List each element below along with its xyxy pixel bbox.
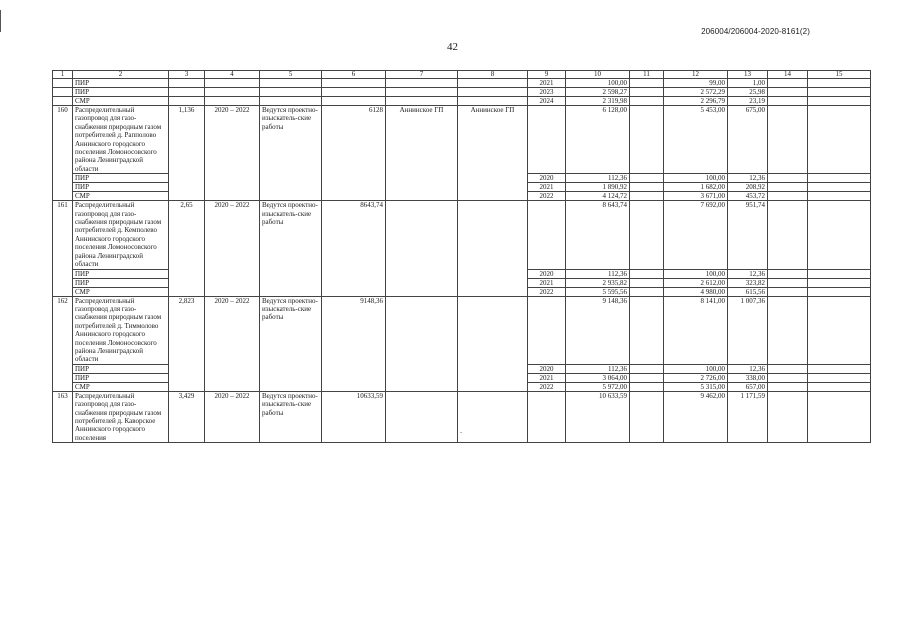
- empty-cell: [630, 79, 664, 88]
- work-type-cell: ПИР: [73, 278, 169, 287]
- empty-cell: [169, 79, 205, 88]
- empty-cell: [768, 373, 808, 382]
- total-cell: 7 692,00: [664, 201, 728, 269]
- cost-cell: 8643,74: [322, 201, 386, 296]
- col8-cell: [458, 201, 528, 296]
- empty-cell: [53, 88, 73, 97]
- empty-cell: [630, 106, 664, 174]
- header-cell: 12: [664, 71, 728, 79]
- value-cell: 2 726,00: [664, 373, 728, 382]
- stray-mark: -: [460, 428, 463, 436]
- empty-cell: [528, 201, 566, 269]
- table-row: [53, 201, 871, 269]
- empty-cell: [768, 106, 808, 174]
- empty-cell: [768, 269, 808, 278]
- empty-cell: [386, 88, 458, 97]
- cost-cell: 6128: [322, 106, 386, 201]
- header-cell: 6: [322, 71, 386, 79]
- empty-cell: [322, 97, 386, 106]
- table-row: [53, 106, 871, 174]
- col7-cell: [386, 391, 458, 442]
- value-cell: 4 980,00: [664, 287, 728, 296]
- value-cell: 12,36: [728, 364, 768, 373]
- empty-cell: [630, 174, 664, 183]
- work-type-cell: ПИР: [73, 269, 169, 278]
- header-cell: 1: [53, 71, 73, 79]
- col8-cell: Аннинское ГП: [458, 106, 528, 201]
- work-type-cell: ПИР: [73, 174, 169, 183]
- value-cell: 4 124,72: [566, 192, 630, 201]
- empty-cell: [458, 79, 528, 88]
- year-cell: 2020: [528, 269, 566, 278]
- empty-cell: [630, 296, 664, 364]
- header-cell: 13: [728, 71, 768, 79]
- total-cell: 9 462,00: [664, 391, 728, 442]
- empty-cell: [768, 88, 808, 97]
- status-cell: Ведутся проектно-изыскатель-ские работы: [260, 201, 322, 296]
- empty-cell: [768, 174, 808, 183]
- header-cell: 2: [73, 71, 169, 79]
- empty-cell: [808, 364, 871, 373]
- description-cell: Распределительный газопровод для газо-снабжения природным газом потребителей д. Тиммолово Аннинского городского поселения Ломоносовского района Ленинградской области: [73, 296, 169, 364]
- empty-cell: [808, 174, 871, 183]
- table-row: [53, 88, 871, 97]
- empty-cell: [322, 79, 386, 88]
- year-cell: 2021: [528, 373, 566, 382]
- status-cell: Ведутся проектно-изыскатель-ские работы: [260, 296, 322, 391]
- empty-cell: [630, 269, 664, 278]
- value-cell: 338,00: [728, 373, 768, 382]
- header-cell: 9: [528, 71, 566, 79]
- year-cell: 2020: [528, 174, 566, 183]
- total-cell: 8 141,00: [664, 296, 728, 364]
- col8-cell: [458, 296, 528, 391]
- empty-cell: [386, 79, 458, 88]
- length-cell: 3,429: [169, 391, 205, 442]
- empty-cell: [768, 364, 808, 373]
- empty-cell: [808, 192, 871, 201]
- value-cell: 5 972,00: [566, 382, 630, 391]
- header-cell: 11: [630, 71, 664, 79]
- year-cell: 2021: [528, 278, 566, 287]
- scan-edge-mark: [0, 10, 1, 32]
- value-cell: 2 598,27: [566, 88, 630, 97]
- empty-cell: [808, 382, 871, 391]
- page-number: 42: [447, 41, 458, 53]
- empty-cell: [808, 88, 871, 97]
- value-cell: 323,82: [728, 278, 768, 287]
- value-cell: 112,36: [566, 174, 630, 183]
- status-cell: Ведутся проектно-изыскатель-ские работы: [260, 391, 322, 442]
- year-cell: 2024: [528, 97, 566, 106]
- year-cell: 2020: [528, 364, 566, 373]
- empty-cell: [630, 97, 664, 106]
- value-cell: 2 296,79: [664, 97, 728, 106]
- header-cell: 3: [169, 71, 205, 79]
- status-cell: Ведутся проектно-изыскатель-ские работы: [260, 106, 322, 201]
- total-cell: 5 453,00: [664, 106, 728, 174]
- total-cell: 1 171,59: [728, 391, 768, 442]
- table-row: [53, 97, 871, 106]
- empty-cell: [808, 183, 871, 192]
- empty-cell: [528, 296, 566, 364]
- empty-cell: [53, 79, 73, 88]
- col8-cell: [458, 391, 528, 442]
- empty-cell: [528, 106, 566, 174]
- empty-cell: [808, 79, 871, 88]
- value-cell: 615,56: [728, 287, 768, 296]
- value-cell: 112,36: [566, 269, 630, 278]
- year-cell: 2022: [528, 287, 566, 296]
- header-row: [53, 71, 871, 79]
- empty-cell: [169, 88, 205, 97]
- work-type-cell: ПИР: [73, 364, 169, 373]
- header-cell: 7: [386, 71, 458, 79]
- work-type-cell: СМР: [73, 287, 169, 296]
- value-cell: 208,92: [728, 183, 768, 192]
- empty-cell: [768, 192, 808, 201]
- empty-cell: [768, 201, 808, 269]
- empty-cell: [768, 382, 808, 391]
- value-cell: 657,00: [728, 382, 768, 391]
- work-type-cell: ПИР: [73, 183, 169, 192]
- cost-cell: 9148,36: [322, 296, 386, 391]
- total-cell: 675,00: [728, 106, 768, 174]
- value-cell: 3 064,00: [566, 373, 630, 382]
- description-cell: Распределительный газопровод для газо-снабжения природным газом потребителей д. Кемполево Аннинского городского поселения Ломоносовского района Ленинградской области: [73, 201, 169, 269]
- value-cell: 1 682,00: [664, 183, 728, 192]
- period-cell: 2020 – 2022: [205, 201, 260, 296]
- work-type-cell: СМР: [73, 97, 169, 106]
- empty-cell: [630, 287, 664, 296]
- row-number-cell: 163: [53, 391, 73, 442]
- empty-cell: [808, 269, 871, 278]
- empty-cell: [768, 287, 808, 296]
- empty-cell: [169, 97, 205, 106]
- value-cell: 2 935,82: [566, 278, 630, 287]
- empty-cell: [630, 192, 664, 201]
- value-cell: 25,98: [728, 88, 768, 97]
- year-cell: 2021: [528, 183, 566, 192]
- year-cell: 2023: [528, 88, 566, 97]
- header-cell: 14: [768, 71, 808, 79]
- empty-cell: [458, 97, 528, 106]
- empty-cell: [768, 79, 808, 88]
- header-cell: 8: [458, 71, 528, 79]
- empty-cell: [630, 373, 664, 382]
- work-type-cell: СМР: [73, 382, 169, 391]
- period-cell: 2020 – 2022: [205, 296, 260, 391]
- year-cell: 2022: [528, 192, 566, 201]
- empty-cell: [808, 391, 871, 442]
- total-cell: 1 007,36: [728, 296, 768, 364]
- empty-cell: [808, 296, 871, 364]
- value-cell: 2 572,29: [664, 88, 728, 97]
- header-cell: 15: [808, 71, 871, 79]
- empty-cell: [260, 79, 322, 88]
- value-cell: 5 315,00: [664, 382, 728, 391]
- length-cell: 1,136: [169, 106, 205, 201]
- empty-cell: [630, 201, 664, 269]
- empty-cell: [768, 391, 808, 442]
- row-number-cell: 161: [53, 201, 73, 296]
- description-cell: Распределительный газопровод для газо-снабжения природным газом потребителей д. Каворское Аннинского городского поселения: [73, 391, 169, 442]
- work-type-cell: ПИР: [73, 373, 169, 382]
- year-cell: 2022: [528, 382, 566, 391]
- value-cell: 100,00: [664, 269, 728, 278]
- total-cell: 951,74: [728, 201, 768, 269]
- value-cell: 12,36: [728, 269, 768, 278]
- value-cell: 1 890,92: [566, 183, 630, 192]
- empty-cell: [630, 382, 664, 391]
- empty-cell: [458, 88, 528, 97]
- empty-cell: [630, 364, 664, 373]
- empty-cell: [630, 88, 664, 97]
- value-cell: 2 319,98: [566, 97, 630, 106]
- value-cell: 99,00: [664, 79, 728, 88]
- empty-cell: [630, 183, 664, 192]
- empty-cell: [768, 296, 808, 364]
- empty-cell: [386, 97, 458, 106]
- empty-cell: [205, 97, 260, 106]
- empty-cell: [808, 287, 871, 296]
- empty-cell: [808, 373, 871, 382]
- length-cell: 2,823: [169, 296, 205, 391]
- year-cell: 2021: [528, 79, 566, 88]
- total-cell: 10 633,59: [566, 391, 630, 442]
- investment-table: [52, 70, 871, 443]
- table-row: [53, 391, 871, 442]
- empty-cell: [808, 278, 871, 287]
- value-cell: 23,19: [728, 97, 768, 106]
- work-type-cell: ПИР: [73, 88, 169, 97]
- value-cell: 1,00: [728, 79, 768, 88]
- value-cell: 2 612,00: [664, 278, 728, 287]
- header-cell: 4: [205, 71, 260, 79]
- empty-cell: [260, 88, 322, 97]
- length-cell: 2,65: [169, 201, 205, 296]
- value-cell: 5 595,56: [566, 287, 630, 296]
- value-cell: 100,00: [566, 79, 630, 88]
- empty-cell: [53, 97, 73, 106]
- value-cell: 100,00: [664, 364, 728, 373]
- empty-cell: [808, 201, 871, 269]
- value-cell: 3 671,00: [664, 192, 728, 201]
- empty-cell: [768, 278, 808, 287]
- table-row: [53, 79, 871, 88]
- document-number: 206004/206004-2020-8161(2): [701, 27, 810, 36]
- empty-cell: [322, 88, 386, 97]
- period-cell: 2020 – 2022: [205, 391, 260, 442]
- col7-cell: [386, 201, 458, 296]
- empty-cell: [808, 106, 871, 174]
- empty-cell: [205, 79, 260, 88]
- empty-cell: [768, 97, 808, 106]
- total-cell: 8 643,74: [566, 201, 630, 269]
- empty-cell: [768, 183, 808, 192]
- header-cell: 5: [260, 71, 322, 79]
- value-cell: 12,36: [728, 174, 768, 183]
- total-cell: 6 128,00: [566, 106, 630, 174]
- description-cell: Распределительный газопровод для газо-снабжения природным газом потребителей д. Рапполово Аннинского городского поселения Ломоносовского района Ленинградской области: [73, 106, 169, 174]
- empty-cell: [630, 278, 664, 287]
- value-cell: 100,00: [664, 174, 728, 183]
- empty-cell: [260, 97, 322, 106]
- work-type-cell: СМР: [73, 192, 169, 201]
- empty-cell: [630, 391, 664, 442]
- total-cell: 9 148,36: [566, 296, 630, 364]
- empty-cell: [205, 88, 260, 97]
- value-cell: 112,36: [566, 364, 630, 373]
- period-cell: 2020 – 2022: [205, 106, 260, 201]
- row-number-cell: 160: [53, 106, 73, 201]
- empty-cell: [528, 391, 566, 442]
- cost-cell: 10633,59: [322, 391, 386, 442]
- row-number-cell: 162: [53, 296, 73, 391]
- header-cell: 10: [566, 71, 630, 79]
- table-row: [53, 296, 871, 364]
- col7-cell: Аннинское ГП: [386, 106, 458, 201]
- empty-cell: [808, 97, 871, 106]
- work-type-cell: ПИР: [73, 79, 169, 88]
- col7-cell: [386, 296, 458, 391]
- value-cell: 453,72: [728, 192, 768, 201]
